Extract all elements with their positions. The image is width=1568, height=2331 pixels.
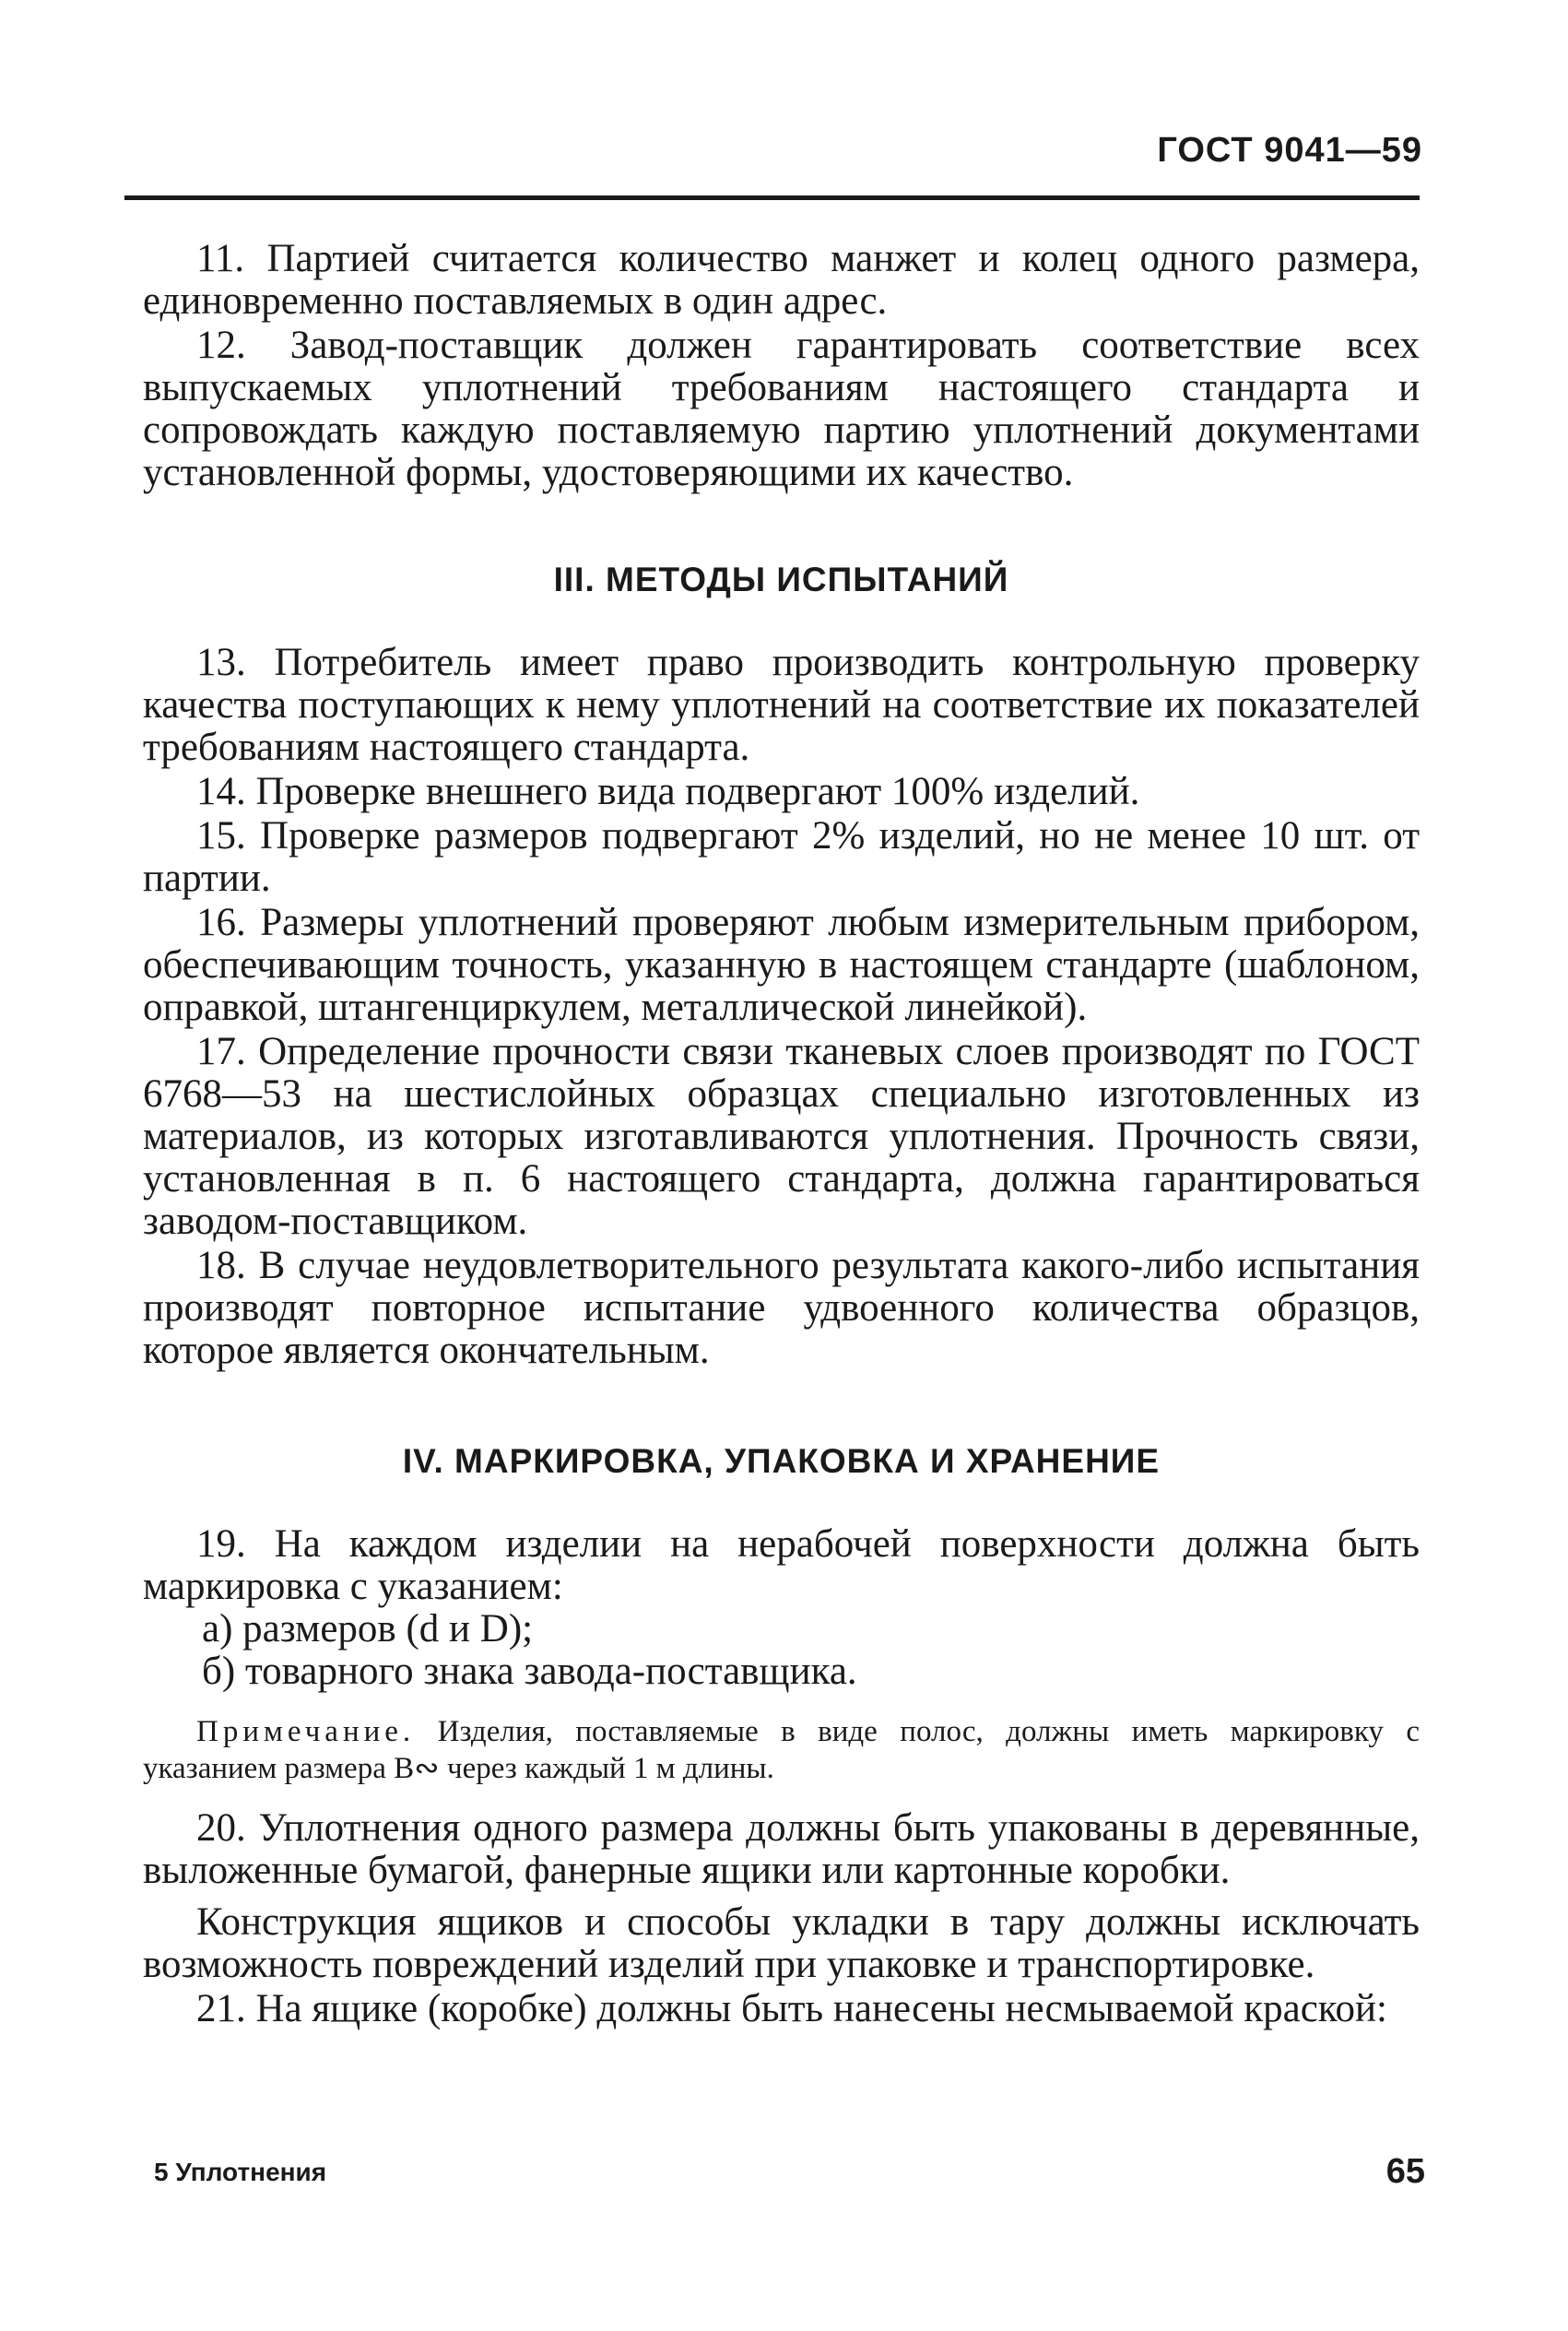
paragraph-14: 14. Проверке внешнего вида подвергают 100% изделий. [196,770,1140,813]
footer-signature: 5 Уплотнения [154,2158,327,2186]
paragraph-21: 21. На ящике (коробке) должны быть нанесены несмываемой краской: [196,1987,1387,2030]
paragraph-20: 20. Уплотнения одного размера должны быть упакованы в деревянные, выложенные бумагой, фанерные ящики или картонные коробки. [143,1806,1420,1892]
paragraph-12: 12. Завод-поставщик должен гарантировать соответствие всех выпускаемых уплотнений требованиям настоящего стандарта и сопровождать каждую поставляемую партию уплотнений документами установленной формы, удостоверяющими их качество. [143,324,1420,494]
section-title-test-methods: III. МЕТОДЫ ИСПЫТАНИЙ [553,561,1009,598]
paragraph-16: 16. Размеры уплотнений проверяют любым измерительным прибором, обеспечивающим точность, указанную в настоящем стандарте (шаблоном, оправкой, штангенциркулем, металлической линейкой). [143,901,1420,1029]
paragraph-18: 18. В случае неудовлетворительного результата какого-либо испытания производят повторное испытание удвоенного количества образцов, которое является окончательным. [143,1244,1420,1372]
standard-code: ГОСТ 9041—59 [1157,131,1422,170]
list-item-b: б) товарного знака завода-поставщика. [202,1650,857,1693]
header-rule [124,195,1420,200]
paragraph-11: 11. Партией считается количество манжет и колец одного размера, единовременно поставляемых в один адрес. [143,237,1420,323]
list-item-a: а) размеров (d и D); [202,1607,534,1651]
paragraph-13: 13. Потребитель имеет право производить контрольную проверку качества поступающих к нему уплотнений на соответствие их показателей требованиям настоящего стандарта. [143,641,1420,769]
document-body [143,238,1420,2030]
paragraph-15: 15. Проверке размеров подвергают 2% изделий, но не менее 10 шт. от партии. [143,814,1420,900]
paragraph-packaging: Конструкция ящиков и способы укладки в тару должны исключать возможность повреждений изделий при упаковке и транспортировке. [143,1900,1420,1986]
note-label: Примечание. [196,1715,416,1748]
page-number: 65 [1385,2152,1425,2191]
section-title-marking: IV. МАРКИРОВКА, УПАКОВКА И ХРАНЕНИЕ [402,1442,1161,1480]
paragraph-17: 17. Определение прочности связи тканевых слоев производят по ГОСТ 6768—53 на шестислойных образцах специально изготовленных из материалов, из которых изготавливаются уплотнения. Прочность связи, установленная в п. 6 настоящего стандарта, должна гарантироваться заводом-поставщиком. [143,1030,1420,1243]
note-text: Изделия, поставляемые в виде полос, должны иметь маркировку с указанием размера B∾ через каждый 1 м длины. [143,1715,1421,1785]
note [143,1713,1420,1787]
paragraph-19: 19. На каждом изделии на нерабочей поверхности должна быть маркировка с указанием: [143,1522,1420,1608]
